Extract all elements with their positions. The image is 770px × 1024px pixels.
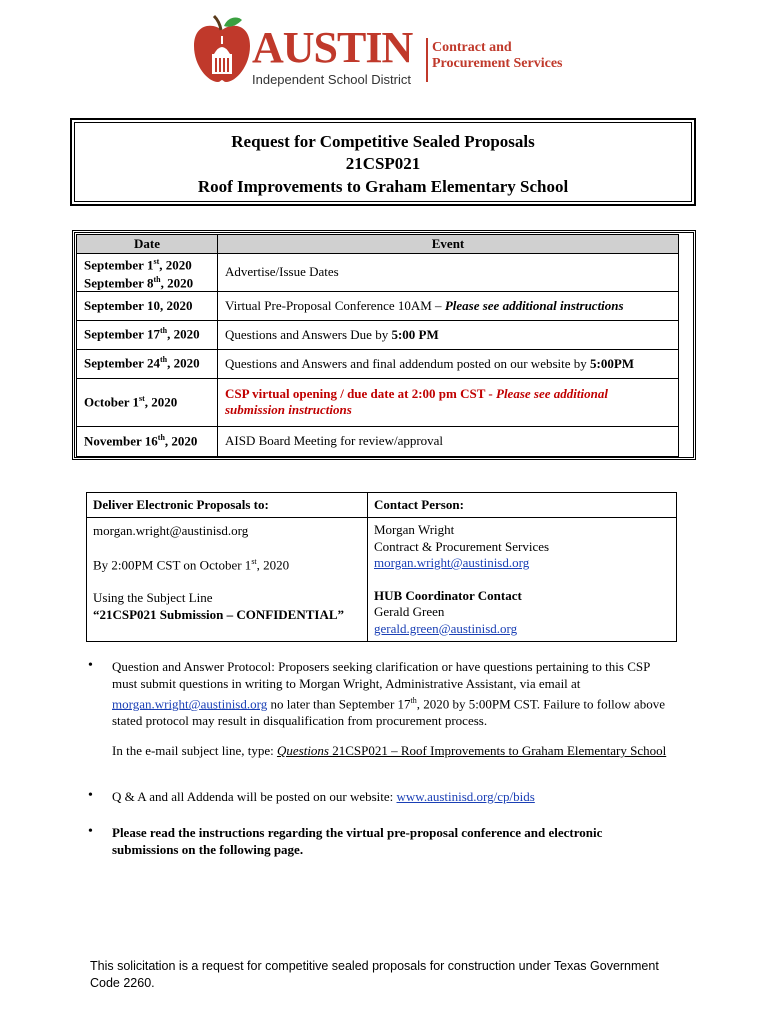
col-header-date: Date [77,235,218,254]
table-row [77,378,679,426]
table-row [77,349,679,378]
contact-header: Contact Person: [368,493,677,518]
date-cell: September 10, 2020 [77,291,218,320]
qa-subject-instruction: In the e-mail subject line, type: Questions 21CSP021 – Roof Improvements to Graham Elementary School [112,743,667,758]
event-cell: AISD Board Meeting for review/approval [218,426,679,456]
proposal-contact-table [86,492,677,642]
footer-note: This solicitation is a request for competitive sealed proposals for construction under Texas Government Code 2260. [90,959,659,990]
date-cell: September 24th, 2020 [77,349,218,378]
event-cell: Virtual Pre-Proposal Conference 10AM – Please see additional instructions [218,291,679,320]
table-row [77,426,679,456]
date-cell: September 17th, 2020 [77,320,218,349]
deliver-header: Deliver Electronic Proposals to: [87,493,368,518]
date-cell: September 1st, 2020 September 8th, 2020 [77,254,218,292]
date-cell: October 1st, 2020 [77,378,218,426]
dept-name-line1: Contract and [432,40,512,55]
subject-value: “21CSP021 Submission – CONFIDENTIAL” [93,607,345,623]
table-row [77,320,679,349]
bullet-icon: • [88,788,93,803]
subject-label: Using the Subject Line [93,590,213,606]
apple-capitol-icon [190,14,254,84]
dept-name-line2: Procurement Services [432,56,563,71]
logo-divider [426,38,428,82]
date-cell: November 16th, 2020 [77,426,218,456]
title-box [70,118,696,206]
bullet-icon: • [88,824,93,839]
submission-email: morgan.wright@austinisd.org [93,523,249,538]
title-line-3: Roof Improvements to Graham Elementary School [197,177,569,196]
bullet-icon: • [88,658,93,673]
hub-email-link[interactable]: gerald.green@austinisd.org [374,620,518,636]
schedule-table [76,234,679,457]
contact-email-link[interactable]: morgan.wright@austinisd.org [374,555,530,570]
event-cell: Advertise/Issue Dates [218,254,679,292]
contact-details [368,518,677,642]
logo-wordmark: AUSTIN [252,23,413,72]
contact-dept: Contract & Procurement Services [374,538,550,554]
qa-email-link[interactable]: morgan.wright@austinisd.org [112,696,268,712]
logo-subtitle: Independent School District [252,72,411,87]
addenda-text: Q & A and all Addenda will be posted on our website: www.austinisd.org/cp/bids [112,789,535,804]
table-row [77,291,679,320]
col-header-event: Event [218,235,679,254]
event-cell: Questions and Answers Due by 5:00 PM [218,320,679,349]
title-line-2: 21CSP021 [345,154,421,173]
hub-header: HUB Coordinator Contact [374,587,522,603]
district-logo [190,14,590,86]
hub-name: Gerald Green [374,604,445,619]
contact-name: Morgan Wright [374,522,455,537]
deadline-text: By 2:00PM CST on October 1st, 2020 [93,557,290,573]
event-cell: Questions and Answers and final addendum posted on our website by 5:00PM [218,349,679,378]
event-cell: CSP virtual opening / due date at 2:00 pm CST - Please see additional submission instructions [218,378,679,426]
bids-website-link[interactable]: www.austinisd.org/cp/bids [396,789,535,804]
read-instructions-text: Please read the instructions regarding the virtual pre-proposal conference and electronic submissions on the following page. [112,825,603,857]
deliver-details [87,518,368,642]
title-line-1: Request for Competitive Sealed Proposals [231,132,535,151]
qa-protocol-text: Question and Answer Protocol: Proposers seeking clarification or have questions pertaining to this CSP must submit questions in writing to Morgan Wright, Administrative Assistant, via email at morgan.wright@austinisd.org no later than September 17th, 2020 by 5:00PM CST. Failure to follow above stated protocol may result in disqualification from procurement process. [112,659,665,729]
table-row [77,254,679,292]
